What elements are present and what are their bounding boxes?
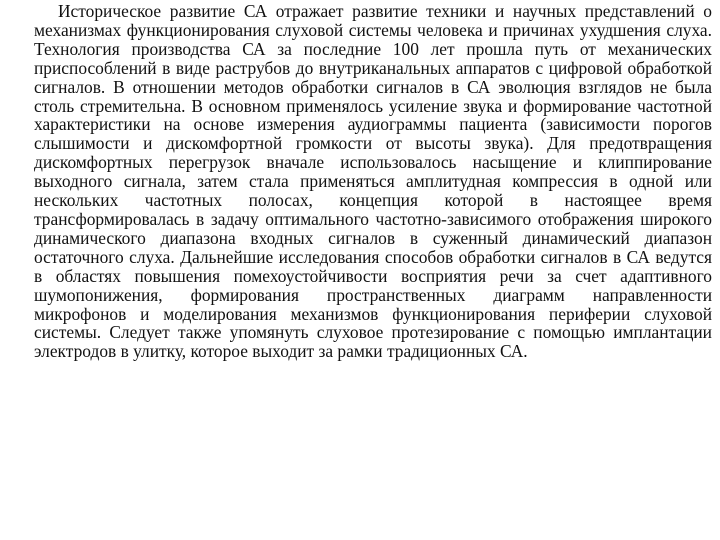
- body-paragraph: Историческое развитие СА отражает развитие техники и научных представлений о механизмах функционирования слуховой системы человека и причинах ухудшения слуха. Технология производства СА за последние 100 лет прошла путь от механических приспособлений в виде раструбов до внутриканальных аппаратов с цифровой обработкой сигналов. В отношении методов обработки сигналов в СА эволюция взглядов не была столь стремительна. В основном применялось усиление звука и формирование частотной характеристики на основе измерения аудиограммы пациента (зависимости порогов слышимости и дискомфортной громкости от высоты звука). Для предотвращения дискомфортных перегрузок вначале использовалось насыщение и клиппирование выходного сигнала, затем стала применяться амплитудная компрессия в одной или нескольких частотных полосах, концепция которой в настоящее время трансформировалась в задачу оптимального частотно-зависимого отображения широкого динамического диапазона входных сигналов в суженный динамический диапазон остаточного слуха. Дальнейшие исследования способов обработки сигналов в СА ведутся в областях повышения помехоустойчивости восприятия речи за счет адаптивного шумопонижения, формирования пространственных диаграмм направленности микрофонов и моделирования механизмов функционирования периферии слуховой системы. Следует также упомянуть слуховое протезирование с помощью имплантации электродов в улитку, которое выходит за рамки традиционных СА.: [34, 1, 712, 362]
